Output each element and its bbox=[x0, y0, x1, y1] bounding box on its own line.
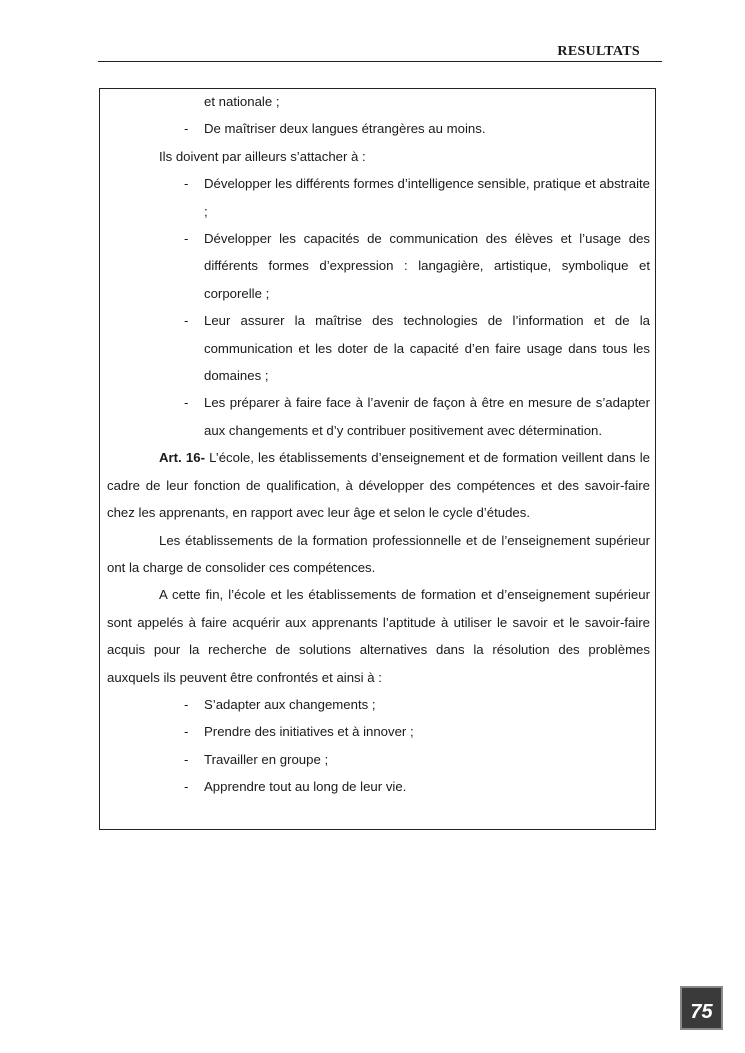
bullet-dash: - bbox=[184, 779, 189, 795]
page-number-badge: 75 bbox=[680, 986, 723, 1030]
list-item bbox=[107, 225, 650, 307]
list-item-text: De maîtriser deux langues étrangères au moins. bbox=[204, 121, 486, 137]
intro-text: Ils doivent par ailleurs s’attacher à : bbox=[159, 148, 366, 164]
list-item bbox=[107, 389, 650, 444]
header-rule bbox=[98, 61, 662, 62]
document-body bbox=[107, 88, 650, 801]
list-item bbox=[107, 170, 650, 225]
paragraph: Les établissements de la formation professionnelle et de l’enseignement supérieur ont la charge de consolider ces compétences. bbox=[107, 532, 650, 575]
list-item bbox=[107, 691, 650, 718]
bullet-dash: - bbox=[184, 395, 189, 411]
bullet-dash: - bbox=[184, 724, 189, 740]
list-item bbox=[107, 307, 650, 389]
list-item-text: Prendre des initiatives et à innover ; bbox=[204, 724, 414, 740]
list-item bbox=[107, 746, 650, 773]
bullet-dash: - bbox=[184, 313, 189, 329]
list-item-text: Leur assurer la maîtrise des technologies de l’information et de la communication et les doter de la capacité d’en faire usage dans tous les domaines ; bbox=[204, 313, 650, 384]
article-label: Art. 16- bbox=[159, 450, 205, 466]
article-paragraph bbox=[107, 444, 650, 526]
running-header-title: RESULTATS bbox=[557, 44, 640, 59]
list-item bbox=[107, 773, 650, 800]
list-item bbox=[107, 115, 650, 142]
bullet-dash: - bbox=[184, 696, 189, 712]
list-item bbox=[107, 718, 650, 745]
list-item-text: Travailler en groupe ; bbox=[204, 751, 329, 767]
list-item-text: Développer les différents formes d’intelligence sensible, pratique et abstraite ; bbox=[204, 176, 650, 219]
list-item-text: Apprendre tout au long de leur vie. bbox=[204, 779, 407, 795]
bullet-dash: - bbox=[184, 121, 189, 137]
list-item-text: S’adapter aux changements ; bbox=[204, 696, 376, 712]
bullet-dash: - bbox=[184, 231, 189, 247]
list-item-text: Développer les capacités de communication des élèves et l’usage des différents formes d’expression : langagière, artistique, symbolique et corporelle ; bbox=[204, 231, 650, 301]
paragraph: A cette fin, l’école et les établissements de formation et d’enseignement supérieur sont appelés à faire acquérir aux apprenants l’aptitude à utiliser le savoir et le savoir-faire acquis pour la recherche de solutions alternatives dans la résolution des problèmes auxquels ils peuvent être confrontés et ainsi à : bbox=[107, 587, 650, 685]
continuation-line: et nationale ; bbox=[204, 94, 280, 109]
bullet-dash: - bbox=[184, 751, 189, 767]
list-item-text: Les préparer à faire face à l’avenir de façon à être en mesure de s’adapter aux changements et d’y contribuer positivement avec détermination. bbox=[204, 395, 650, 438]
article-text: L’école, les établissements d’enseignement et de formation veillent dans le cadre de leur fonction de qualification, à développer des compétences et des savoir-faire chez les apprenants, en rapport avec leur âge et selon le cycle d’études. bbox=[107, 450, 651, 521]
bullet-dash: - bbox=[184, 176, 189, 192]
